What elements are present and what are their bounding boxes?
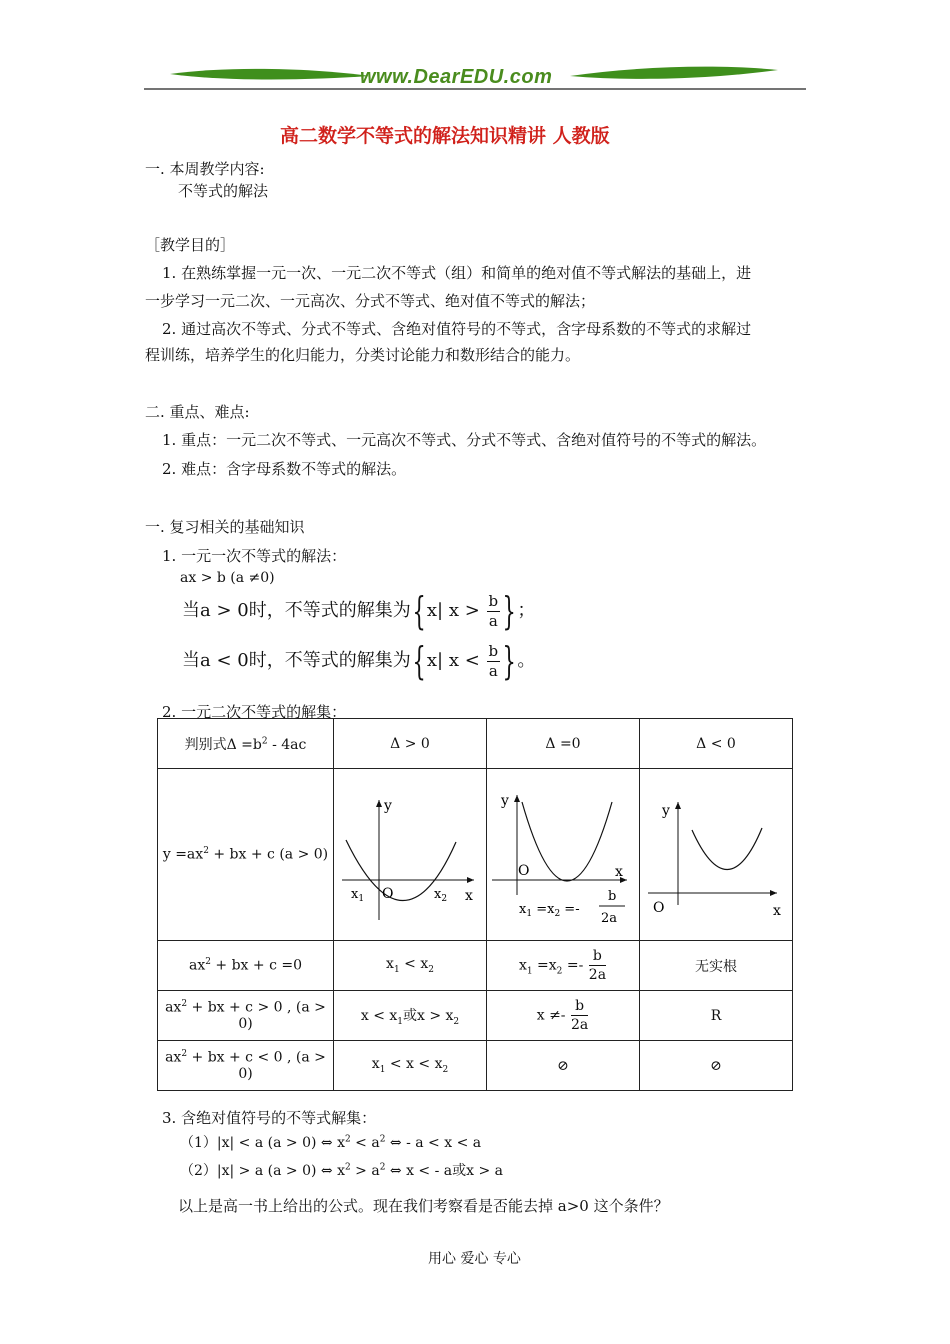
greater-delta-positive: $x < x_1$或$x > x_2$ (334, 991, 487, 1041)
svg-text:x2: $x_2$ (434, 886, 448, 904)
site-logo[interactable]: www.DearEDU.com (360, 66, 553, 88)
goal2-line1: 2. 通过高次不等式、分式不等式、含绝对值符号的不等式，含字母系数的不等式的求解过 (162, 320, 752, 338)
quadratic-table (157, 718, 793, 1091)
case-positive: 当a > 0时，不等式的解集为{x| x > $\frac{b}{a}$ }； (182, 589, 536, 633)
goal1-line1: 1. 在熟练掌握一元一次、一元二次不等式（组）和简单的绝对值不等式解法的基础上，进 (162, 264, 752, 282)
section1-topic: 不等式的解法 (178, 182, 269, 200)
svg-text:x: x (615, 863, 623, 880)
review-heading: 一. 复习相关的基础知识 (145, 518, 305, 536)
less-delta-positive: $x_1 < x < x_2$ (334, 1041, 487, 1091)
svg-text:x1 =x2 =-: $x_1 =x_2$ =- (519, 901, 580, 919)
abs-note: 以上是高一书上给出的公式。现在我们考察看是否能去掉 a>0 这个条件？ (178, 1197, 669, 1215)
less-delta-zero: ⊘ (487, 1041, 640, 1091)
parabola-double-root (522, 802, 612, 881)
svg-text:b: b (608, 888, 617, 904)
row-greater: $ax^2$ + bx + c > 0 , (a > 0) (158, 991, 334, 1041)
section2-heading: 二. 重点、难点: (145, 403, 250, 421)
abs-heading: 3. 含绝对值符号的不等式解集： (162, 1109, 377, 1127)
quadratic-heading: 2. 一元二次不等式的解集： (162, 703, 347, 721)
abs-formula-2: （2）|x| > a (a > 0) ⇔ $x^2 > a^2$ ⇔ x < - a或x > a (180, 1162, 504, 1179)
difficult-point: 2. 难点：含字母系数不等式的解法。 (162, 460, 407, 478)
graph-delta-positive (334, 769, 487, 941)
svg-text:x1: $x_1$ (351, 886, 365, 904)
greater-delta-zero: x ≠- $\frac{b}{2a}$ (487, 991, 640, 1041)
greater-delta-negative: R (640, 991, 793, 1041)
row-equation: $ax^2$ + bx + c =0 (158, 941, 334, 991)
parabola-no-root (692, 828, 762, 870)
x-axis-label: x (465, 887, 473, 904)
left-swoosh (170, 69, 370, 80)
page-title: 高二数学不等式的解法知识精讲 人教版 (280, 125, 610, 147)
roots-none: 无实根 (640, 941, 793, 991)
header-delta-negative: Δ < 0 (640, 719, 793, 769)
case-negative: 当a < 0时，不等式的解集为{x| x < $\frac{b}{a}$ }。 (182, 639, 536, 683)
header-delta-positive: Δ > 0 (334, 719, 487, 769)
key-point: 1. 重点：一元二次不等式、一元高次不等式、分式不等式、含绝对值符号的不等式的解法。 (162, 431, 767, 449)
svg-text:O: O (653, 899, 665, 916)
graph-delta-negative (640, 769, 793, 941)
row-less: $ax^2$ + bx + c < 0 , (a > 0) (158, 1041, 334, 1091)
origin-label: O (382, 885, 394, 902)
goals-heading: ［教学目的］ (145, 236, 236, 254)
svg-text:y: y (662, 802, 670, 819)
svg-text:y: y (501, 792, 509, 809)
linear-heading: 1. 一元一次不等式的解法： (162, 547, 347, 565)
roots-equal: $x_1 =x_2$ =- $\frac{b}{2a}$ (487, 941, 640, 991)
y-axis-label: y (384, 797, 392, 814)
right-swoosh (570, 67, 778, 79)
svg-text:O: O (518, 862, 530, 879)
section1-heading: 一. 本周教学内容: (145, 160, 265, 178)
header-discriminant: 判别式$\Delta =b^2 - 4ac$ (158, 719, 334, 769)
roots-distinct: $x_1 < x_2$ (334, 941, 487, 991)
linear-inequality: ax > b (a ≠0) (180, 570, 275, 586)
goal1-line2: 一步学习一元二次、一元高次、分式不等式、绝对值不等式的解法； (145, 292, 596, 310)
abs-formula-1: （1）|x| < a (a > 0) ⇔ $x^2 < a^2$ ⇔ - a < x < a (180, 1134, 482, 1151)
graph-delta-zero (487, 769, 640, 941)
svg-text:x: x (773, 902, 781, 919)
svg-text:2a: 2a (601, 910, 618, 926)
page-footer: 用心 爱心 专心 (428, 1251, 521, 1267)
goal2-line2: 程训练，培养学生的化归能力，分类讨论能力和数形结合的能力。 (145, 346, 581, 364)
less-delta-negative: ⊘ (640, 1041, 793, 1091)
header-delta-zero: Δ =0 (487, 719, 640, 769)
row-function: $y =ax^2$ + bx + c (a > 0) (158, 769, 334, 941)
